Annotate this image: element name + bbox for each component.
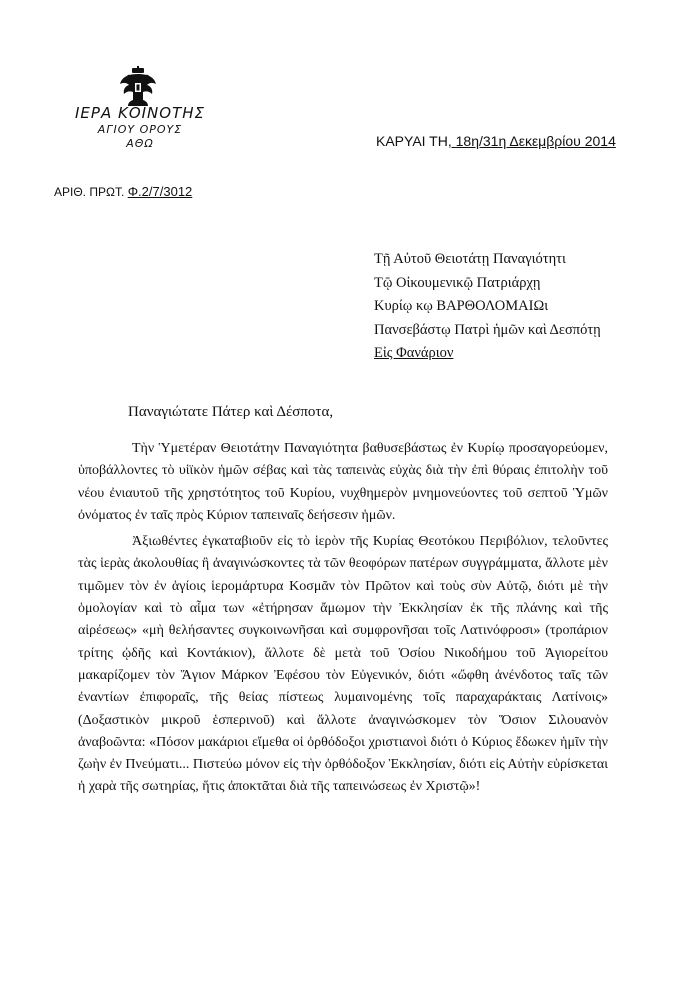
- recipient-line-4: Πανσεβάστῳ Πατρὶ ἡμῶν καὶ Δεσπότῃ: [374, 321, 601, 338]
- letterhead-line-2: ΑΓΙΟΥ ΟΡΟΥΣ: [97, 123, 183, 136]
- place-label: ΚΑΡΥΑΙ ΤΗ: [376, 133, 448, 149]
- protocol-value: Φ.2/7/3012: [127, 184, 193, 199]
- protocol-label: ΑΡΙΘ. ΠΡΩΤ.: [54, 185, 125, 199]
- letterhead-line-1: ΙΕΡΑ ΚΟΙΝΟΤΗΣ: [75, 104, 205, 122]
- double-headed-eagle-seal-icon: [118, 66, 158, 108]
- recipient-line-5: Εἰς Φανάριον: [374, 345, 454, 361]
- letterhead-line-3: ΑΘΩ: [126, 137, 154, 150]
- salutation: Παναγιώτατε Πάτερ καὶ Δέσποτα,: [128, 404, 334, 420]
- recipient-block: [374, 248, 601, 366]
- protocol-number: [54, 184, 192, 199]
- place-and-date: [376, 133, 616, 149]
- body-paragraph-1: Τὴν Ὑμετέραν Θειοτάτην Παναγιότητα βαθυσεβάστως ἐν Κυρίῳ προσαγορεύομεν, ὑποβάλλοντες τὸ υἱϊκὸν ἡμῶν σέβας καὶ τὰς ταπεινὰς εὐχὰς διὰ τὴν ἐπὶ θύραις ἐπιτολὴν τοῦ νέου ἐνιαυτοῦ τῆς χρηστότητος τοῦ Κυρίου, νυχθημερὸν μνημονεύοντες τοῦ σεπτοῦ Ὑμῶν ὀνόματος ἐν ταῖς πρὸς Κύριον ταπειναῖς δεήσεσιν ἡμῶν.: [78, 441, 608, 523]
- letter-body: [78, 438, 608, 799]
- letterhead: [70, 104, 210, 151]
- recipient-line-2: Τῷ Οἰκουμενικῷ Πατριάρχῃ: [374, 274, 541, 291]
- body-paragraph-2: Ἀξιωθέντες ἐγκαταβιοῦν εἰς τὸ ἱερὸν τῆς Κυρίας Θεοτόκου Περιβόλιον, τελοῦντες τὰς ἱερὰς ἀκολουθίας ἢ ἀναγινώσκοντες τὰ τῶν θεοφόρων πατέρων συγγράμματα, ἄλλοτε μὲν τιμῶμεν τὸν ἐν ἁγίοις ἱερομάρτυρα Κοσμᾶν τὸν Πρῶτον καὶ τοὺς σὺν Αὐτῷ, διότι μὲ τὴν ὁμολογίαν καὶ τὸ αἷμα των «ἐτήρησαν ἄμωμον τὴν Ἐκκλησίαν ἐκ τῆς πλάνης καὶ τῆς αἱρέσεως» «μὴ θελήσαντες συγκοινωνῆσαι καὶ συμφρονῆσαι τοῖς Λατινόφροσι» (τροπάριον τρίτης ᾠδῆς καὶ Κοντάκιον), ἄλλοτε δὲ μετὰ τοῦ Ὁσίου Νικοδήμου τοῦ Ἁγιορείτου μακαρίζομεν τὸν Ἅγιον Μάρκον Ἐφέσου τὸν Εὐγενικόν, διότι «ὤφθη ἀνένδοτος ταῖς τῶν ἐναντίων ἐπιφοραῖς, τῆς θείας πίστεως λυμαινομένης τοῖς παραχαράκταις Λατίνοις» (Δοξαστικὸν μικροῦ ἑσπερινοῦ) καὶ ἄλλοτε ἀναγινώσκομεν τὸν Ὅσιον Σιλουανὸν ἀναβοῶντα: «Πόσον μακάριοι εἴμεθα οἱ ὀρθόδοξοι χριστιανοὶ διότι ὁ Κύριος ἔδωκεν ἡμῖν τὴν ζωὴν ἐν Πνεύματι... Πιστεύω μόνον εἰς τὴν ὀρθόδοξον Ἐκκλησίαν, διότι εἰς Αὐτὴν εὑρίσκεται ἡ χαρὰ τῆς σωτηρίας, ἥτις ἀποκτᾶται διὰ τῆς ταπεινώσεως ἐν Χριστῷ»!: [78, 534, 608, 795]
- date-text: , 18η/31η Δεκεμβρίου 2014: [447, 133, 616, 149]
- recipient-line-3: Κυρίῳ κῳ ΒΑΡΘΟΛΟΜΑΙΩι: [374, 298, 549, 314]
- recipient-line-1: Τῇ Αὐτοῦ Θειοτάτῃ Παναγιότητι: [374, 251, 566, 267]
